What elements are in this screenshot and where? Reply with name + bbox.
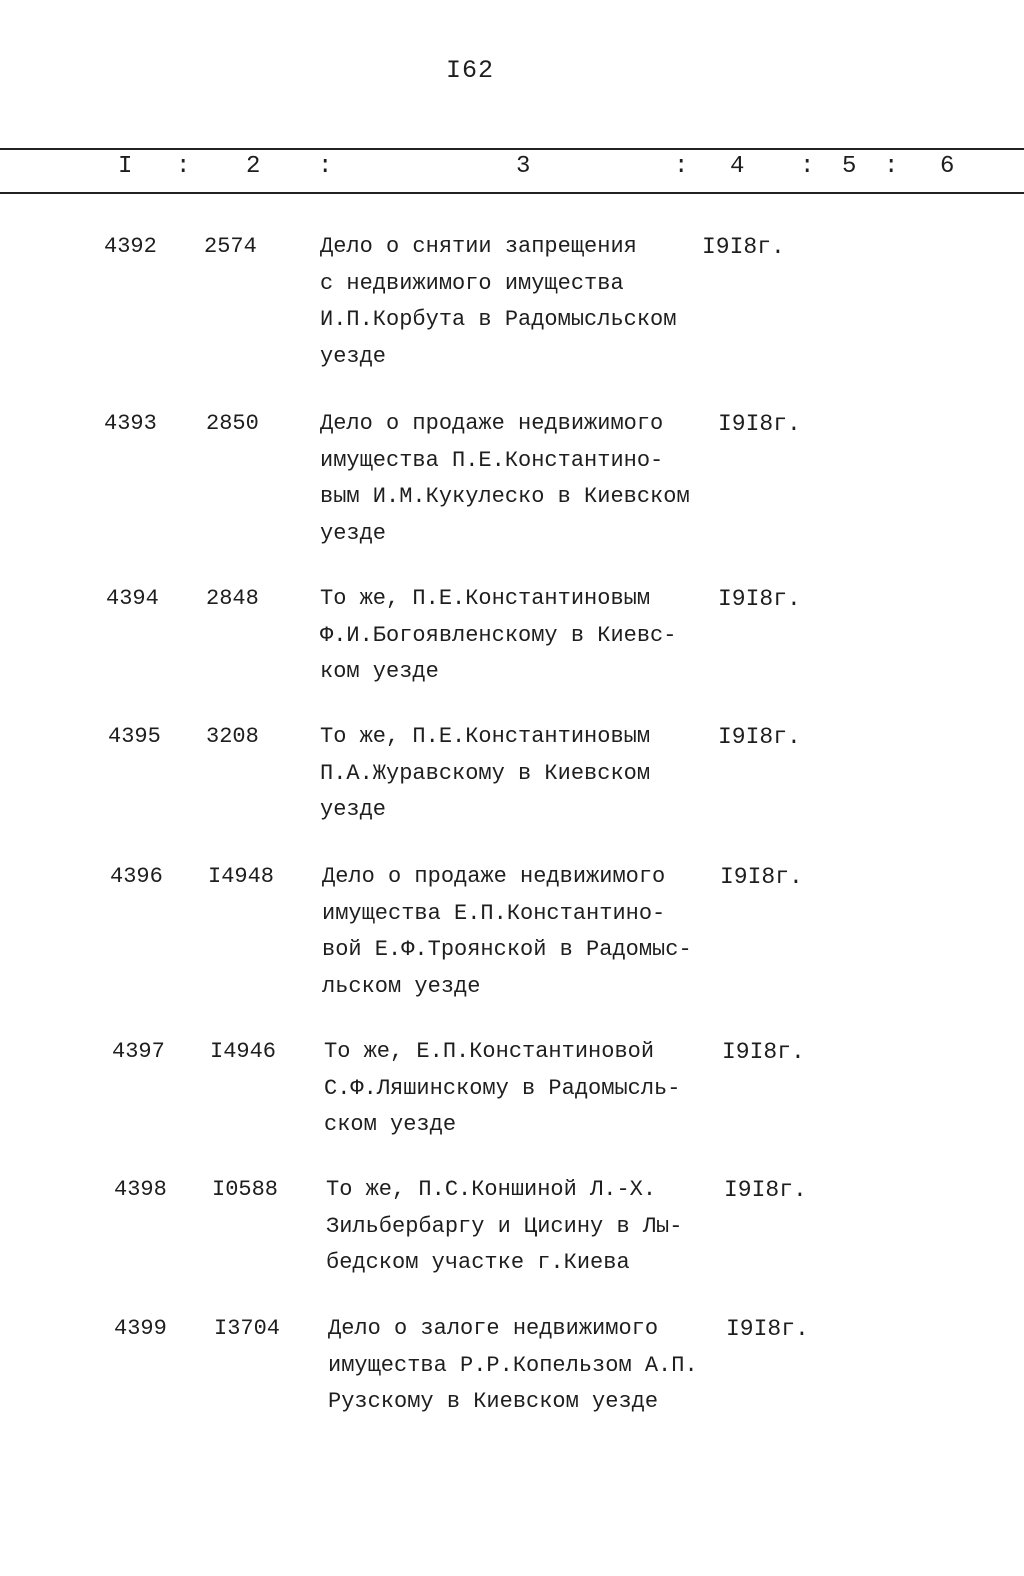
entry-number: 4393 (104, 411, 157, 436)
entry-file-number: 2574 (204, 234, 257, 259)
description-line: Зильбербаргу и Цисину в Лы- (326, 1213, 683, 1239)
entry-number: 4392 (104, 234, 157, 259)
description-line: уезде (320, 797, 387, 822)
description-line: То же, П.Е.Константиновым (320, 724, 651, 749)
entry-year: I9I8г. (720, 864, 803, 890)
description-line: вой Е.Ф.Троянской в Радомыс- (322, 937, 692, 962)
entry-description (328, 1311, 728, 1421)
description-line: ком уезде (320, 659, 439, 684)
description-line: То же, П.С.Коншиной Л.-Х. (326, 1177, 657, 1202)
entry-file-number: 3208 (206, 724, 259, 749)
description-line: имущества Е.П.Константино- (322, 900, 666, 926)
description-line: Дело о залоге недвижимого (328, 1316, 659, 1341)
entry-year: I9I8г. (726, 1316, 809, 1342)
page-number: I62 (446, 56, 495, 85)
entry-file-number: 2850 (206, 411, 259, 436)
description-line: ском уезде (324, 1112, 457, 1137)
entry-year: I9I8г. (724, 1177, 807, 1203)
description-line: льском уезде (322, 973, 481, 999)
header-col-4: 4 (730, 153, 745, 180)
entry-description (322, 859, 722, 1005)
entry-file-number: I0588 (212, 1177, 279, 1202)
description-line: уезде (320, 343, 387, 369)
entry-description (324, 1034, 724, 1144)
description-line: вым И.М.Кукулеско в Киевском (320, 484, 690, 509)
header-separator: : (176, 153, 191, 180)
entry-description (320, 719, 720, 829)
description-line: имущества П.Е.Константино- (320, 447, 664, 473)
entry-file-number: I4946 (210, 1039, 277, 1064)
header-col-5: 5 (842, 153, 857, 180)
header-bottom-rule (0, 192, 1024, 194)
entry-number: 4396 (110, 864, 163, 889)
description-line: П.А.Журавскому в Киевском (320, 760, 651, 786)
entry-year: I9I8г. (722, 1039, 805, 1065)
description-line: Ф.И.Богоявленскому в Киевс- (320, 622, 677, 648)
header-col-1: I (118, 153, 133, 180)
header-separator: : (884, 153, 899, 180)
entry-year: I9I8г. (718, 586, 801, 612)
description-line: с недвижимого имущества (320, 270, 624, 296)
entry-number: 4397 (112, 1039, 165, 1064)
entry-number: 4399 (114, 1316, 167, 1341)
entry-file-number: I4948 (208, 864, 275, 889)
header-separator: : (674, 153, 689, 180)
entry-year: I9I8г. (718, 411, 801, 437)
entry-number: 4395 (108, 724, 161, 749)
entry-description (320, 406, 720, 552)
description-line: С.Ф.Ляшинскому в Радомысль- (324, 1075, 681, 1101)
description-line: Дело о продаже недвижимого (320, 411, 664, 436)
description-line: То же, Е.П.Константиновой (324, 1039, 655, 1064)
entry-file-number: 2848 (206, 586, 259, 611)
entry-number: 4394 (106, 586, 159, 611)
entry-description (326, 1172, 726, 1282)
entry-year: I9I8г. (702, 234, 785, 260)
description-line: Рузскому в Киевском уезде (328, 1389, 659, 1414)
entry-file-number: I3704 (214, 1316, 281, 1341)
entry-number: 4398 (114, 1177, 167, 1202)
description-line: И.П.Корбута в Радомысльском (320, 307, 677, 332)
description-line: уезде (320, 520, 387, 546)
entry-description (320, 581, 720, 691)
header-col-6: 6 (940, 153, 955, 180)
header-top-rule (0, 148, 1024, 150)
header-separator: : (318, 153, 333, 180)
description-line: имущества Р.Р.Копельзом А.П. (328, 1352, 698, 1378)
entry-year: I9I8г. (718, 724, 801, 750)
header-col-2: 2 (246, 153, 261, 180)
entry-description (320, 229, 720, 375)
description-line: Дело о снятии запрещения (320, 234, 637, 259)
header-separator: : (800, 153, 815, 180)
description-line: То же, П.Е.Константиновым (320, 586, 651, 611)
description-line: бедском участке г.Киева (326, 1250, 630, 1275)
header-col-3: 3 (516, 153, 531, 180)
description-line: Дело о продаже недвижимого (322, 864, 666, 889)
